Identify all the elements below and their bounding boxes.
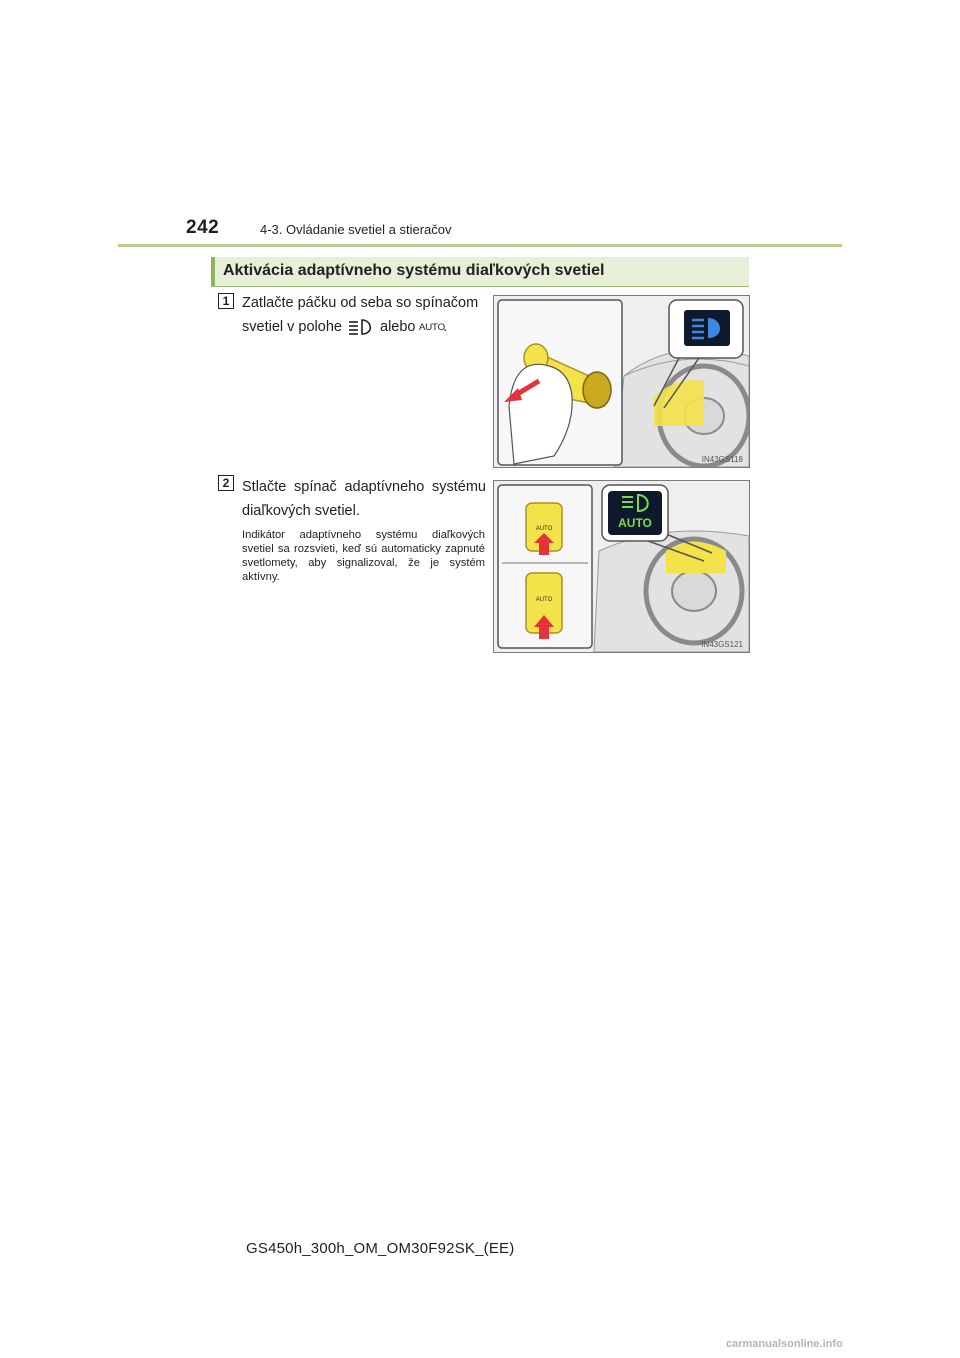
figure-code: IN43GS121 [701, 640, 743, 649]
header-divider [118, 244, 842, 247]
document-code: GS450h_300h_OM_OM30F92SK_(EE) [246, 1240, 515, 1257]
step-2-note: Indikátor adaptívneho systému diaľkových svetiel sa rozsvieti, keď sú automaticky zapnuté svetlomety, aby signalizoval, že je systém aktívny. [242, 529, 485, 583]
section-heading [211, 257, 749, 287]
step-number-badge: 2 [218, 475, 234, 491]
page-number: 242 [186, 217, 220, 238]
auto-icon: AUTO [418, 322, 445, 333]
step-1-text-before: Zatlačte páčku od seba so spínačom svetiel v polohe [242, 295, 479, 335]
step-1-instruction: Zatlačte páčku od seba so spínačom svetiel v polohe alebo AUTO. [242, 291, 486, 339]
watermark: carmanualsonline.info [726, 1338, 843, 1350]
step-number-badge: 1 [218, 293, 234, 309]
step-2-instruction: Stlačte spínač adaptívneho systému diaľkových svetiel. [242, 479, 486, 519]
headlight-icon [346, 318, 376, 336]
indicator-auto-label: AUTO [618, 516, 652, 530]
breadcrumb: 4-3. Ovládanie svetiel a stieračov [260, 222, 452, 237]
figure-code: IN43GS118 [701, 455, 743, 464]
figure-switch-press [493, 480, 750, 653]
switch-illustration [494, 481, 749, 652]
step-1-text-middle: alebo [380, 319, 416, 335]
switch-auto-label: AUTO [535, 597, 553, 603]
section-title: Aktivácia adaptívneho systému diaľkových svetiel [223, 262, 605, 279]
lever-illustration [494, 296, 749, 467]
switch-auto-label: AUTO [535, 526, 553, 532]
figure-lever-push [493, 295, 750, 468]
